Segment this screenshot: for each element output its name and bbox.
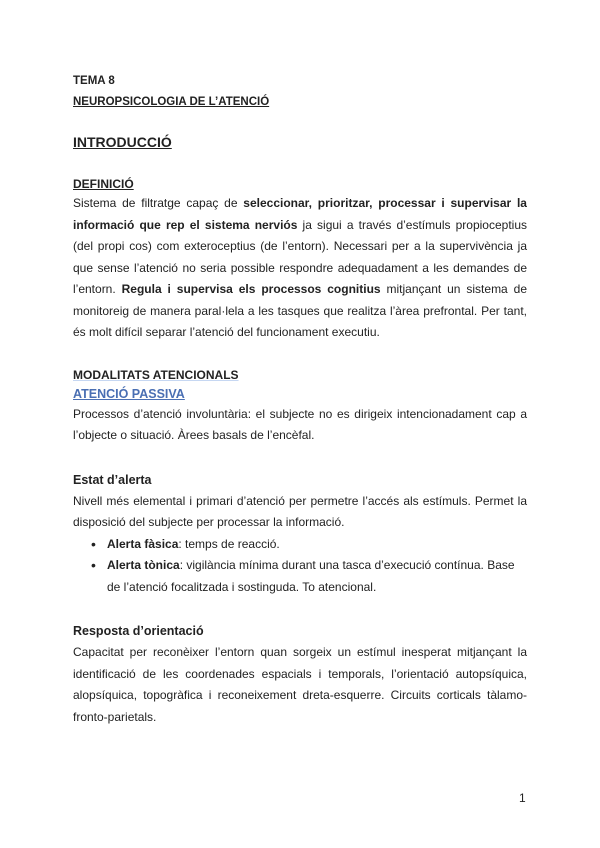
atencio-passiva-paragraph: Processos d’atenció involuntària: el subjecte no es dirigeix intencionadament cap a l’objecte o situació. Àrees basals de l’encèfal. (73, 406, 527, 442)
section-heading-modalitats: MODALITATS ATENCIONALS (73, 367, 239, 382)
subheading-estat-alerta: Estat d’alerta (73, 472, 152, 487)
alerta-list (73, 534, 527, 599)
subheading-atencio-passiva: ATENCIÓ PASSIVA (73, 386, 185, 401)
document-page (73, 72, 527, 728)
definicio-paragraph: Sistema de filtratge capaç de seleccionar, prioritzar, processar i supervisar la informació que rep el sistema nerviós ja sigui a través d’estímuls propioceptius (del propi cos) com exteroceptius (de l’entorn). Necessari per a la supervivència ja que sense l’atenció no seria possible respondre adequadament a les demandes de l’entorn. Regula i supervisa els processos cognitius mitjançant un sistema de monitoreig de manera paral·lela a les tasques que realitza l’àrea prefrontal. Per tant, és molt difícil separar l’atenció del funcionament executiu. (73, 196, 527, 339)
document-title: NEUROPSICOLOGIA DE L’ATENCIÓ (73, 96, 270, 108)
list-item: • Alerta tònica: vigilància mínima durant una tasca d’execució contínua. Base de l’atenció focalitzada i sostinguda. To atencional. (107, 555, 527, 598)
subheading-resposta-orientacio: Resposta d’orientació (73, 624, 204, 638)
page-number: 1 (519, 791, 526, 805)
resposta-orientacio-paragraph: Capacitat per reconèixer l’entorn quan sorgeix un estímul inesperat mitjançant la identificació de les coordenades espacials i temporals, l’orientació autopsíquica, alopsíquica, topogràfica i reconeixement dreta-esquerre. Circuits corticals tàlamo-fronto-parietals. (73, 645, 527, 724)
estat-alerta-paragraph: Nivell més elemental i primari d’atenció per permetre l’accés als estímuls. Permet la disposició del subjecte per processar la informació. (73, 493, 527, 529)
section-heading-definicio: DEFINICIÓ (73, 177, 134, 191)
list-item: • Alerta fàsica: temps de reacció. (107, 534, 527, 556)
section-heading-introduccio: INTRODUCCIÓ (73, 134, 172, 150)
tema-label: TEMA 8 (73, 75, 115, 87)
